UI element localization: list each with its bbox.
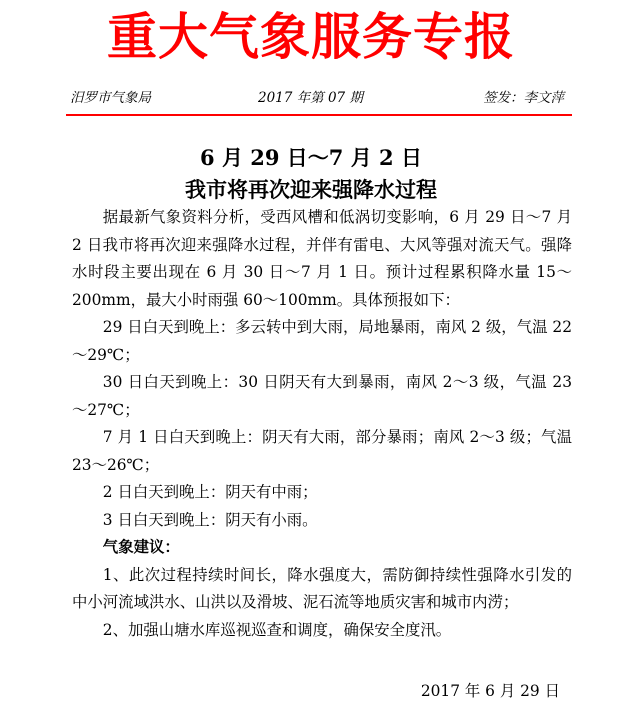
advice-heading: 气象建议： [102, 538, 180, 556]
header-divider [66, 114, 572, 116]
issue-number: 2017 年第 07 期 [258, 90, 363, 106]
forecast-item: 29 日白天到晚上：多云转中到大雨，局地暴雨，南风 2 级，气温 22～29℃； [72, 318, 572, 364]
forecast-item: 7 月 1 日白天到晚上：阴天有大雨，部分暴雨；南风 2～3 级；气温 23～26℃； [72, 428, 572, 474]
intro-paragraph: 据最新气象资料分析，受西风槽和低涡切变影响，6 月 29 日～7 月 2 日我市将再次迎来强降水过程，并伴有雷电、大风等强对流天气。强降水时段主要出现在 6 月 30 日～7 月 1 日。预计过程累积降水量 15～200mm，最大小时雨强 60～100mm。具体预报如下： [72, 208, 572, 309]
issue-date: 2017 年 6 月 29 日 [420, 682, 560, 700]
bulletin-title-date-range: 6 月 29 日～7 月 2 日 [200, 145, 422, 170]
signer: 签发：李文萍 [483, 90, 564, 106]
advice-item: 2、加强山塘水库巡视巡查和调度，确保安全度汛。 [102, 620, 452, 639]
bulletin-body [72, 204, 572, 644]
issuing-agency: 汨罗市气象局 [70, 90, 151, 106]
forecast-item: 30 日白天到晚上：30 日阴天有大到暴雨，南风 2～3 级，气温 23～27℃； [72, 373, 572, 419]
bulletin-title-headline: 我市将再次迎来强降水过程 [185, 177, 437, 202]
forecast-item: 2 日白天到晚上：阴天有中雨； [102, 483, 318, 501]
forecast-item: 3 日白天到晚上：阴天有小雨。 [102, 510, 318, 529]
bulletin-masthead: 重大气象服务专报 [107, 8, 515, 66]
advice-item: 1、此次过程持续时间长，降水强度大，需防御持续性强降水引发的中小河流域洪水、山洪以及滑坡、泥石流等地质灾害和城市内涝； [72, 565, 572, 611]
bulletin-meta-row [70, 88, 564, 108]
